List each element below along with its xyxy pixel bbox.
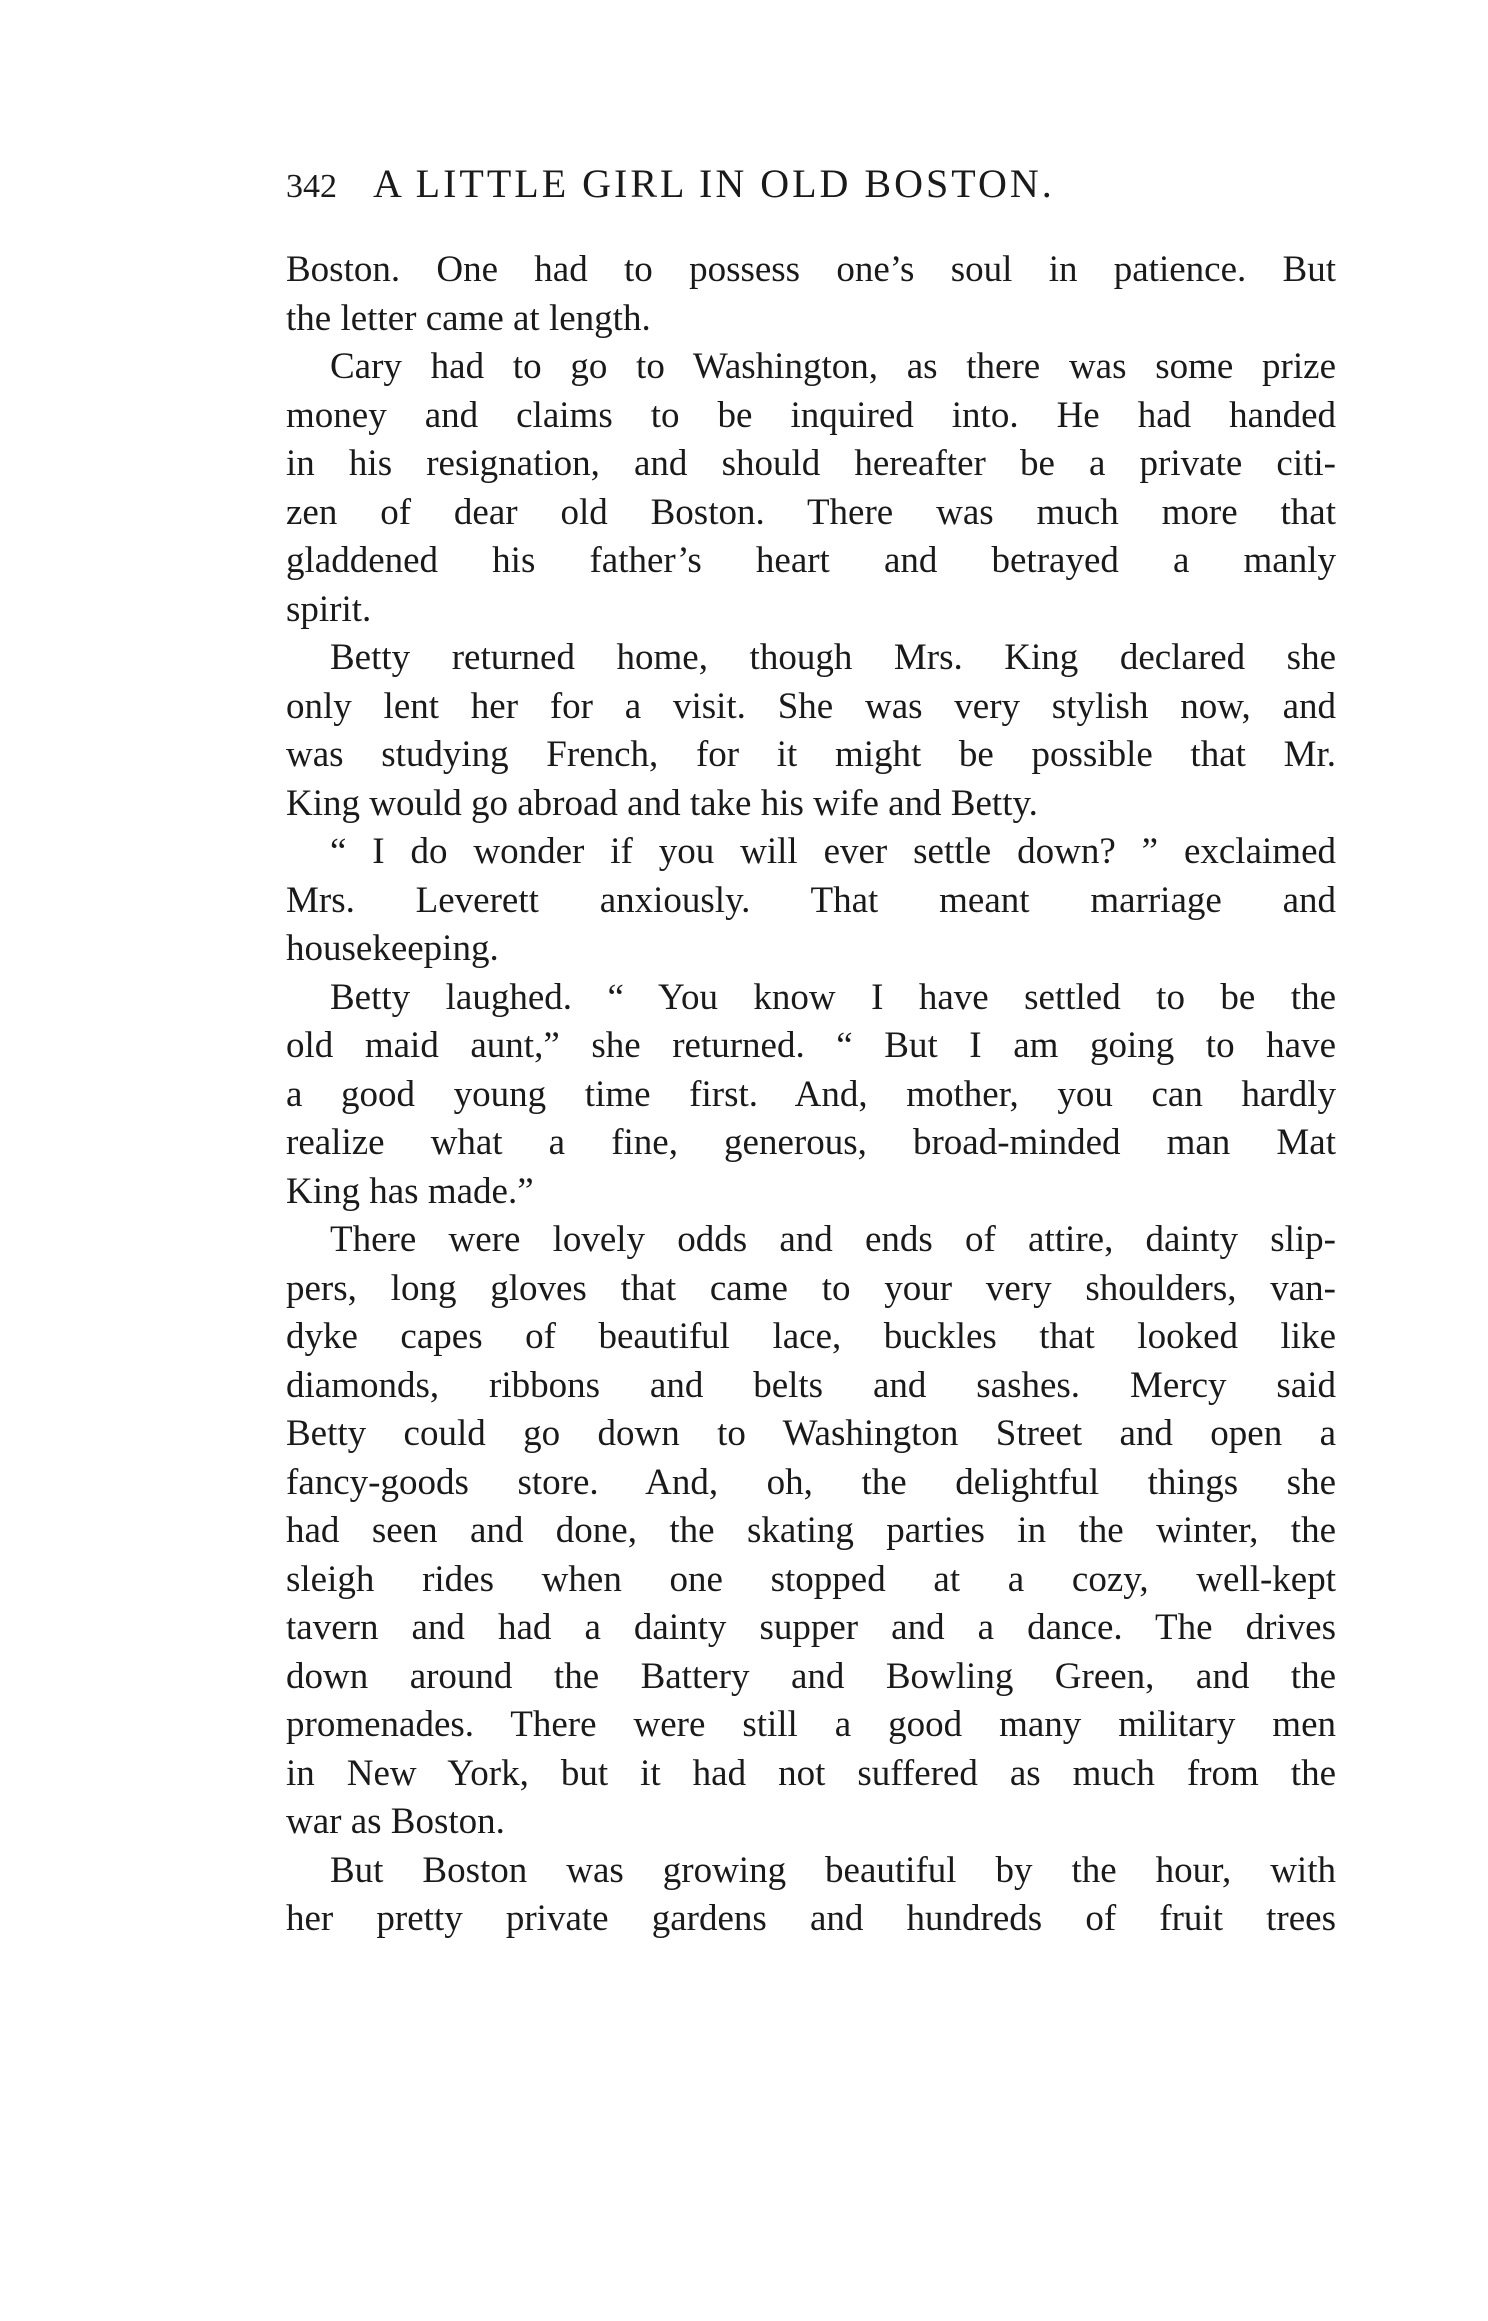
text-line: spirit.	[286, 588, 372, 630]
page-number: 342	[286, 168, 337, 205]
running-head	[286, 160, 1336, 220]
text-line: tavern and had a dainty supper and a dance. The drives	[286, 1607, 1336, 1648]
text-line: fancy-goods store. And, oh, the delightful things she	[286, 1461, 1336, 1503]
text-line: promenades. There were still a good many military men	[286, 1704, 1336, 1745]
text-line: King has made.”	[286, 1170, 534, 1212]
text-line: realize what a fine, generous, broad-minded man Mat	[286, 1122, 1336, 1163]
text-line: money and claims to be inquired into. He had handed	[286, 394, 1336, 436]
text-line: in his resignation, and should hereafter be a private citi-	[286, 443, 1336, 484]
text-line: Betty laughed. “ You know I have settled to be the	[330, 976, 1336, 1018]
text-line: in New York, but it had not suffered as much from the	[286, 1752, 1336, 1794]
text-line: But Boston was growing beautiful by the hour, with	[330, 1849, 1336, 1891]
text-line: war as Boston.	[286, 1801, 505, 1842]
text-line: King would go abroad and take his wife and Betty.	[286, 782, 1038, 824]
text-line: her pretty private gardens and hundreds of fruit trees	[286, 1898, 1336, 1939]
text-line: housekeeping.	[286, 928, 499, 969]
running-title: A LITTLE GIRL IN OLD BOSTON.	[373, 161, 1055, 206]
text-body	[286, 246, 1336, 1944]
text-line: Boston. One had to possess one’s soul in patience. But	[286, 249, 1336, 290]
text-line: a good young time first. And, mother, you can hardly	[286, 1073, 1336, 1115]
text-line: Betty could go down to Washington Street and open a	[286, 1413, 1336, 1454]
text-line: “ I do wonder if you will ever settle down? ” exclaimed	[330, 831, 1336, 872]
text-line: pers, long gloves that came to your very shoulders, van-	[286, 1267, 1336, 1309]
text-line: only lent her for a visit. She was very stylish now, and	[286, 685, 1336, 727]
text-line: dyke capes of beautiful lace, buckles that looked like	[286, 1316, 1336, 1357]
text-line: the letter came at length.	[286, 297, 651, 339]
text-line: was studying French, for it might be possible that Mr.	[286, 734, 1336, 775]
text-line: Betty returned home, though Mrs. King declared she	[330, 637, 1336, 678]
text-line: zen of dear old Boston. There was much more that	[286, 491, 1336, 533]
text-line: gladdened his father’s heart and betrayed a manly	[286, 540, 1336, 581]
text-line: Mrs. Leverett anxiously. That meant marriage and	[286, 879, 1336, 921]
text-line: diamonds, ribbons and belts and sashes. Mercy said	[286, 1364, 1336, 1406]
text-line: had seen and done, the skating parties in the winter, the	[286, 1510, 1336, 1551]
text-line: There were lovely odds and ends of attire, dainty slip-	[330, 1219, 1336, 1260]
text-line: Cary had to go to Washington, as there was some prize	[330, 346, 1336, 387]
text-line: old maid aunt,” she returned. “ But I am going to have	[286, 1025, 1336, 1066]
text-line: down around the Battery and Bowling Green, and the	[286, 1655, 1336, 1697]
text-line: sleigh rides when one stopped at a cozy, well-kept	[286, 1558, 1336, 1600]
